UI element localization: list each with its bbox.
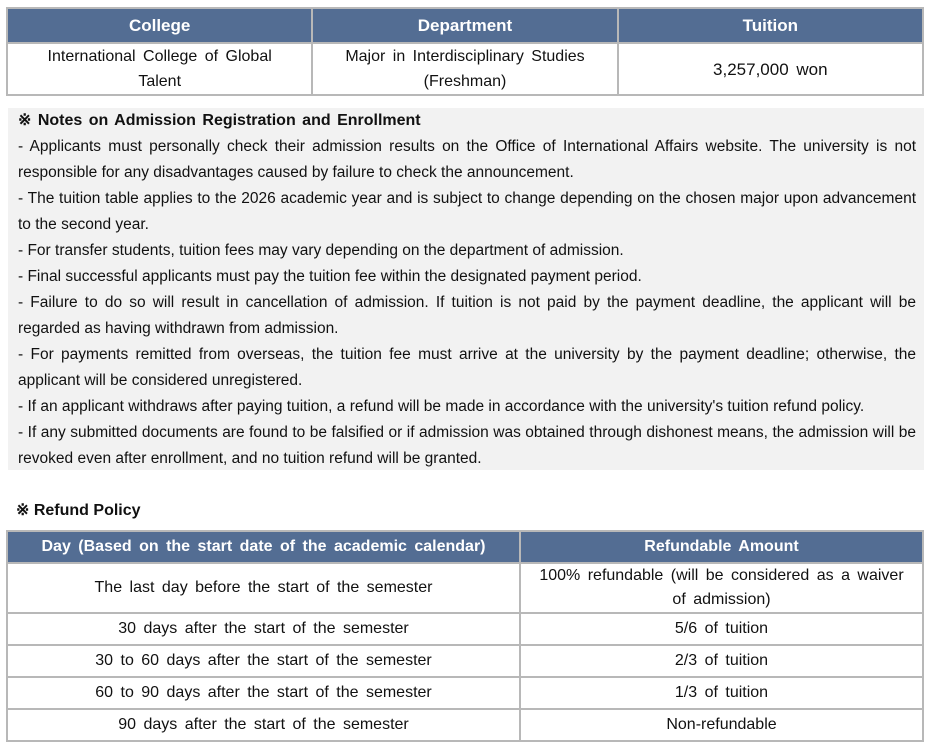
note-item: - If any submitted documents are found to be falsified or if admission was obtained through dishonest means, the admission will be revoked even after enrollment, and no tuition refund will be granted. <box>18 424 916 467</box>
header-refundable-amount: Refundable Amount <box>520 531 923 563</box>
note-item: - For payments remitted from overseas, the tuition fee must arrive at the university by the payment deadline; otherwise, the applicant will be considered unregistered. <box>18 346 916 389</box>
table-row <box>7 645 923 677</box>
department-cell: Major in Interdisciplinary Studies (Freshman) <box>312 43 617 95</box>
note-item: - Applicants must personally check their admission results on the Office of International Affairs website. The university is not responsible for any disadvantages caused by failure to check the announcement. <box>18 138 916 181</box>
day-cell: 60 to 90 days after the start of the semester <box>7 677 520 709</box>
notes-title: ※ Notes on Admission Registration and Enrollment <box>18 112 421 129</box>
tuition-cell: 3,257,000 won <box>618 43 923 95</box>
note-item: - Final successful applicants must pay the tuition fee within the designated payment period. <box>18 268 642 285</box>
note-item: - For transfer students, tuition fees may vary depending on the department of admission. <box>18 242 624 259</box>
amount-cell: 100% refundable (will be considered as a waiver of admission) <box>520 563 923 613</box>
day-cell: 30 to 60 days after the start of the semester <box>7 645 520 677</box>
amount-cell: 1/3 of tuition <box>520 677 923 709</box>
table-row <box>7 677 923 709</box>
refund-policy-title: ※ Refund Policy <box>16 502 141 519</box>
tuition-table <box>6 7 924 96</box>
header-day: Day (Based on the start date of the academic calendar) <box>7 531 520 563</box>
note-item: - Failure to do so will result in cancellation of admission. If tuition is not paid by the payment deadline, the applicant will be regarded as having withdrawn from admission. <box>18 294 916 337</box>
day-cell: The last day before the start of the semester <box>7 563 520 613</box>
note-item: - If an applicant withdraws after paying tuition, a refund will be made in accordance with the university's tuition refund policy. <box>18 398 865 415</box>
college-cell: International College of Global Talent <box>7 43 312 95</box>
header-college: College <box>7 8 312 43</box>
note-item: - The tuition table applies to the 2026 academic year and is subject to change depending on the chosen major upon advancement to the second year. <box>18 190 916 233</box>
notes-box <box>8 108 924 470</box>
amount-cell: 5/6 of tuition <box>520 613 923 645</box>
amount-cell: 2/3 of tuition <box>520 645 923 677</box>
table-row <box>7 613 923 645</box>
day-cell: 90 days after the start of the semester <box>7 709 520 741</box>
table-row <box>7 43 923 95</box>
table-row <box>7 563 923 613</box>
amount-cell: Non-refundable <box>520 709 923 741</box>
table-row <box>7 709 923 741</box>
refund-table <box>6 530 924 742</box>
header-tuition: Tuition <box>618 8 923 43</box>
day-cell: 30 days after the start of the semester <box>7 613 520 645</box>
header-department: Department <box>312 8 617 43</box>
